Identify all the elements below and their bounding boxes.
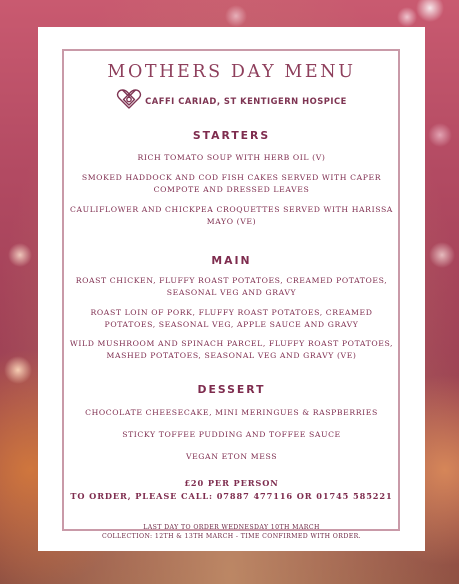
venue-subtitle: CAFFI CARIAD, ST KENTIGERN HOSPICE <box>145 95 347 106</box>
menu-item: WILD MUSHROOM AND SPINACH PARCEL, FLUFFY ROAST POTATOES, MASHED POTATOES, SEASONAL VEG AND GRAVY (VE) <box>69 339 394 360</box>
menu-item: ROAST CHICKEN, FLUFFY ROAST POTATOES, CREAMED POTATOES, SEASONAL VEG AND GRAVY <box>75 276 388 297</box>
venue-row <box>38 88 425 110</box>
menu-card <box>38 27 425 551</box>
menu-item: ROAST LOIN OF PORK, FLUFFY ROAST POTATOES, CREAMED POTATOES, SEASONAL VEG, APPLE SAUCE AND GRAVY <box>90 308 373 329</box>
footer-collection: COLLECTION: 12TH & 13TH MARCH - TIME CONFIRMED WITH ORDER. <box>101 533 362 540</box>
section-heading-dessert: DESSERT <box>197 383 266 396</box>
menu-item: RICH TOMATO SOUP WITH HERB OIL (V) <box>137 153 326 162</box>
menu-item: CAULIFLOWER AND CHICKPEA CROQUETTES SERVED WITH HARISSA MAYO (VE) <box>70 205 393 226</box>
menu-item: STICKY TOFFEE PUDDING AND TOFFEE SAUCE <box>122 430 341 439</box>
menu-item: CHOCOLATE CHEESECAKE, MINI MERINGUES & RASPBERRIES <box>85 408 378 417</box>
section-heading-starters: STARTERS <box>192 129 271 142</box>
price-line: £20 PER PERSON <box>184 478 279 488</box>
footer-deadline: LAST DAY TO ORDER WEDNESDAY 10TH MARCH <box>143 524 320 531</box>
menu-item: VEGAN ETON MESS <box>185 452 278 461</box>
celtic-heart-icon <box>116 88 142 110</box>
order-phone-line: TO ORDER, PLEASE CALL: 07887 477116 OR 01745 585221 <box>70 491 393 501</box>
section-heading-main: MAIN <box>211 254 252 267</box>
menu-item: SMOKED HADDOCK AND COD FISH CAKES SERVED WITH CAPER COMPOTE AND DRESSED LEAVES <box>81 173 382 194</box>
menu-title: MOTHERS DAY MENU <box>107 62 356 82</box>
